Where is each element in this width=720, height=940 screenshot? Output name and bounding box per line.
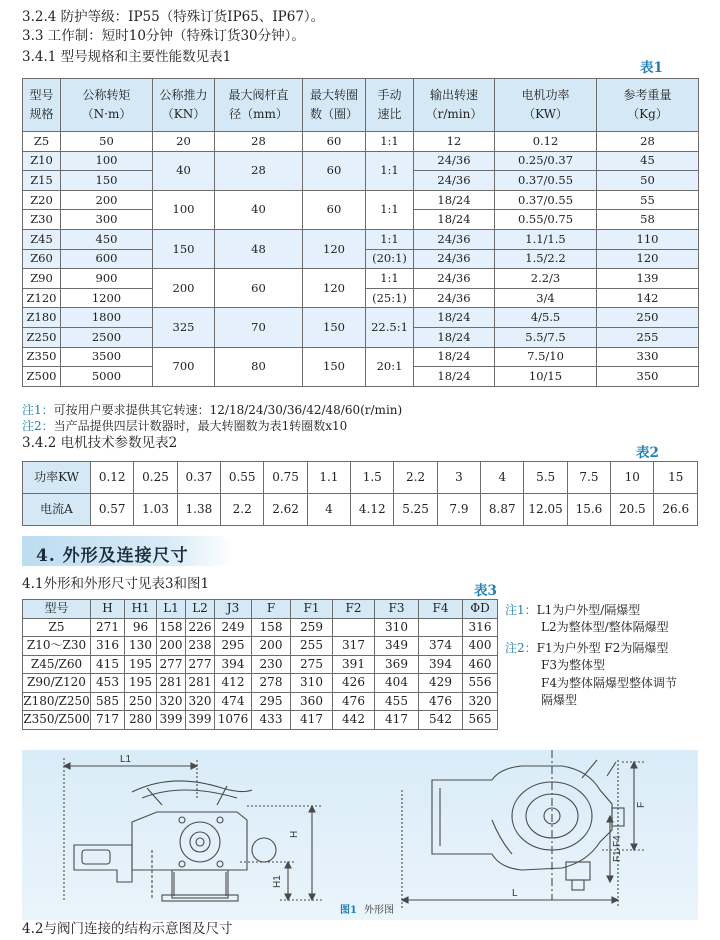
current-value: 26.6 [654,494,698,526]
table1-header-4 [303,79,366,132]
table3-note-1b: L2为整体型/整体隔爆型 [541,620,669,634]
table1-cell-power: 2.2/3 [495,269,597,289]
current-value: 4.12 [351,494,394,526]
table1-cell-ratio: 1:1 [366,132,414,152]
table1-cell-torque: 200 [61,190,153,210]
table1-cell-power: 5.5/7.5 [495,327,597,347]
header-line: （N·m） [81,107,132,121]
table1-cell-stem: 60 [215,269,303,308]
header-line: （r/min） [425,107,483,121]
table1-cell-power: 10/15 [495,367,597,387]
table1-header-0 [23,79,61,132]
table3-cell: 249 [215,618,252,637]
table3-cell: 250 [125,692,157,711]
current-value: 1.03 [134,494,177,526]
table3-cell: 278 [252,674,291,693]
note-text: F1为户外型 F2为隔爆型 [536,641,669,655]
current-value: 2.62 [264,494,307,526]
table1-cell-model: Z350 [23,347,61,367]
note-text: L1为户外型/隔爆型 [536,603,641,617]
table1-cell-weight: 58 [597,210,699,230]
table3-cell: 158 [252,618,291,637]
power-value: 15 [654,462,698,494]
header-line: （KN） [161,107,206,121]
current-value: 8.87 [481,494,524,526]
table1-cell-torque: 1200 [61,288,153,308]
table1-cell-torque: 3500 [61,347,153,367]
table1-cell-stem: 28 [215,151,303,190]
current-value: 1.38 [177,494,220,526]
header-line: 最大阀杆直 [228,88,289,102]
table3-note-2c: F4为整体隔爆型整体调节 [541,676,677,690]
table1-cell-weight: 255 [597,327,699,347]
table1-cell-speed: 24/36 [414,151,495,171]
table1-label: 表1 [640,60,663,76]
note-key: 注2： [505,641,537,655]
table3-note-2b: F3为整体型 [541,658,605,672]
table1-cell-model: Z45 [23,229,61,249]
table3-cell: 417 [375,711,419,730]
table1-cell-thrust: 200 [153,269,215,308]
table3-cell: 277 [157,655,186,674]
table1-note-2 [22,418,347,434]
current-value: 0.57 [91,494,134,526]
table1-cell-turns: 60 [303,132,366,152]
table3-cell: Z350/Z500 [23,711,91,730]
table1-cell-ratio: 20:1 [366,347,414,386]
table1-cell-model: Z30 [23,210,61,230]
table3-cell: 280 [125,711,157,730]
table3-cell: 442 [333,711,375,730]
table1-cell-model: Z500 [23,367,61,387]
spec-table-1 [22,78,699,387]
table3-cell: Z10～Z30 [23,637,91,656]
table1-cell-weight: 139 [597,269,699,289]
table1-cell-stem: 48 [215,229,303,268]
power-value: 0.12 [91,462,134,494]
header-line: 型号 [29,88,54,102]
note-key: 注2： [22,419,54,433]
header-line: 电机功率 [521,88,570,102]
header-line: 手动 [377,88,402,102]
current-value: 15.6 [567,494,610,526]
table1-cell-weight: 110 [597,229,699,249]
power-value: 0.75 [264,462,307,494]
table3-header-9: F3 [375,600,419,619]
table3-row [23,674,498,693]
table3-header-2: H1 [125,600,157,619]
table1-cell-speed: 24/36 [414,229,495,249]
header-line: 数（圈） [309,107,358,121]
section-4-2-line: 4.2与阀门连接的结构示意图及尺寸 [22,921,233,937]
table1-cell-weight: 350 [597,367,699,387]
power-value: 0.37 [177,462,220,494]
table3-cell: 433 [252,711,291,730]
table3-cell: 158 [157,618,186,637]
table3-row [23,637,498,656]
table1-cell-weight: 330 [597,347,699,367]
table3-cell: 585 [91,692,125,711]
table3-cell: 717 [91,711,125,730]
table3-cell: 476 [419,692,463,711]
table1-cell-speed: 18/24 [414,347,495,367]
header-line: （KW） [523,107,568,121]
figure-1-outline-drawing [22,750,698,920]
spec-table2-ref: 3.4.2 电机技术参数见表2 [22,435,178,451]
table3-cell: 316 [463,618,498,637]
table3-row [23,711,498,730]
table1-header-2 [153,79,215,132]
table3-cell: 230 [252,655,291,674]
note-key: 注1： [505,603,537,617]
spec-protection-line: 3.2.4 防护等级：IP55（特殊订货IP65、IP67）。 [22,9,325,25]
table1-cell-torque: 600 [61,249,153,269]
table1-cell-torque: 900 [61,269,153,289]
table1-cell-thrust: 100 [153,190,215,229]
note-key: 注1： [22,403,54,417]
table3-cell: 426 [333,674,375,693]
table3-cell: 542 [419,711,463,730]
table1-cell-weight: 45 [597,151,699,171]
table3-cell: 295 [215,637,252,656]
table3-cell: 417 [291,711,333,730]
current-value: 5.25 [394,494,437,526]
current-value: 2.2 [221,494,264,526]
table1-header-6 [414,79,495,132]
table3-cell: 255 [291,637,333,656]
table3-cell: 460 [463,655,498,674]
table3-cell: 317 [333,637,375,656]
table1-cell-ratio: 1:1 [366,229,414,249]
motor-table-2 [22,461,698,526]
table1-header-1 [61,79,153,132]
table1-cell-stem: 80 [215,347,303,386]
table1-cell-weight: 250 [597,308,699,328]
table3-cell: 271 [91,618,125,637]
power-value: 3 [437,462,480,494]
table1-cell-model: Z15 [23,171,61,191]
table3-row [23,655,498,674]
table3-cell: 320 [157,692,186,711]
table1-cell-ratio: 1:1 [366,269,414,289]
table3-cell: 415 [91,655,125,674]
table1-cell-model: Z250 [23,327,61,347]
table1-cell-speed: 12 [414,132,495,152]
table1-cell-ratio: 1:1 [366,190,414,229]
table3-cell: 360 [291,692,333,711]
table1-cell-ratio: 1:1 [366,151,414,190]
dim-label-H: H [289,830,300,838]
table1-cell-power: 0.55/0.75 [495,210,597,230]
table3-header-5: J3 [215,600,252,619]
table3-cell: 394 [215,655,252,674]
table1-cell-torque: 2500 [61,327,153,347]
table1-cell-weight: 142 [597,288,699,308]
table1-cell-weight: 28 [597,132,699,152]
table1-cell-speed: 18/24 [414,327,495,347]
table1-cell-weight: 120 [597,249,699,269]
table3-header-7: F1 [291,600,333,619]
table1-cell-speed: 18/24 [414,190,495,210]
table3-cell: 195 [125,655,157,674]
table1-cell-thrust: 150 [153,229,215,268]
figure-caption-text: 外形图 [364,905,394,916]
table3-cell: 474 [215,692,252,711]
table1-row [23,151,699,171]
header-line: 径（mm） [229,107,288,121]
table3-cell: 399 [186,711,215,730]
power-value: 1.5 [351,462,394,494]
table3-header-4: L2 [186,600,215,619]
table3-cell: 281 [186,674,215,693]
table1-cell-stem: 70 [215,308,303,347]
table3-cell: 310 [291,674,333,693]
table3-cell: 226 [186,618,215,637]
table3-header-10: F4 [419,600,463,619]
section-4-heading [22,536,234,566]
table3-cell: 310 [375,618,419,637]
table1-cell-thrust: 325 [153,308,215,347]
section-4-title: 4. 外形及连接尺寸 [36,546,189,566]
table1-cell-ratio: 22.5:1 [366,308,414,347]
table1-row [23,132,699,152]
table1-cell-torque: 300 [61,210,153,230]
table3-cell: 275 [291,655,333,674]
table1-cell-model: Z90 [23,269,61,289]
table3-note-2d: 隔爆型 [541,693,578,707]
actuator-outline-svg [22,750,698,920]
table1-header-3 [215,79,303,132]
table1-cell-power: 0.12 [495,132,597,152]
header-line: 参考重量 [623,88,672,102]
table1-cell-power: 3/4 [495,288,597,308]
current-value: 12.05 [524,494,567,526]
table3-header-row [23,600,498,619]
header-line: 输出转速 [429,88,478,102]
table1-cell-power: 0.25/0.37 [495,151,597,171]
table3-cell: 476 [333,692,375,711]
spec-table1-ref: 3.4.1 型号规格和主要性能数见表1 [22,49,232,65]
table1-cell-model: Z10 [23,151,61,171]
table1-cell-ratio: (20:1) [366,249,414,269]
dimension-table-3 [22,599,498,730]
table3-cell: 556 [463,674,498,693]
table1-cell-model: Z120 [23,288,61,308]
table3-cell: 195 [125,674,157,693]
table3-header-1: H [91,600,125,619]
table1-cell-turns: 60 [303,151,366,190]
table3-cell: 399 [157,711,186,730]
table3-label: 表3 [474,583,497,599]
note-text: 可按用户要求提供其它转速：12/18/24/30/36/42/48/60(r/min) [53,403,403,417]
header-line: 公称转矩 [82,88,131,102]
table1-cell-power: 1.1/1.5 [495,229,597,249]
table3-cell: Z5 [23,618,91,637]
section-4-1-line: 4.1外形和外形尺寸见表3和图1 [22,576,210,592]
table1-cell-turns: 120 [303,269,366,308]
current-value: 4 [307,494,350,526]
table1-cell-torque: 100 [61,151,153,171]
table3-cell [333,618,375,637]
header-line: 最大转圈 [309,88,358,102]
table3-cell: 400 [463,637,498,656]
table3-cell: Z180/Z250 [23,692,91,711]
table3-cell: 404 [375,674,419,693]
table3-header-11: ΦD [463,600,498,619]
table1-cell-weight: 50 [597,171,699,191]
table1-note-1 [22,402,402,418]
table1-row [23,308,699,328]
table1-header-7 [495,79,597,132]
table1-cell-model: Z5 [23,132,61,152]
table3-cell: 277 [186,655,215,674]
table1-cell-torque: 150 [61,171,153,191]
table1-cell-turns: 150 [303,347,366,386]
table1-cell-model: Z180 [23,308,61,328]
table3-cell: 316 [91,637,125,656]
current-value: 20.5 [611,494,654,526]
table3-header-0: 型号 [23,600,91,619]
table1-cell-ratio: (25:1) [366,288,414,308]
table1-cell-stem: 40 [215,190,303,229]
table1-row [23,229,699,249]
table1-header-5 [366,79,414,132]
table3-cell: 281 [157,674,186,693]
table1-cell-thrust: 20 [153,132,215,152]
table1-cell-thrust: 40 [153,151,215,190]
table1-cell-power: 0.37/0.55 [495,190,597,210]
table3-cell: 200 [252,637,291,656]
table1-cell-turns: 120 [303,229,366,268]
table1-cell-power: 7.5/10 [495,347,597,367]
table1-row [23,347,699,367]
table1-row [23,269,699,289]
table3-cell: 130 [125,637,157,656]
header-line: 速比 [377,107,402,121]
table1-cell-thrust: 700 [153,347,215,386]
current-value: 7.9 [437,494,480,526]
table1-cell-torque: 450 [61,229,153,249]
power-value: 2.2 [394,462,437,494]
table2-label: 表2 [636,445,659,461]
table1-row [23,190,699,210]
table1-cell-speed: 24/36 [414,288,495,308]
power-value: 0.55 [221,462,264,494]
table1-cell-power: 0.37/0.55 [495,171,597,191]
table3-cell: 349 [375,637,419,656]
power-value: 10 [611,462,654,494]
table3-row [23,618,498,637]
table3-cell: 391 [333,655,375,674]
table1-cell-model: Z60 [23,249,61,269]
table1-cell-turns: 60 [303,190,366,229]
figure-caption-number: 图1 [340,905,357,916]
power-value: 0.25 [134,462,177,494]
table3-header-6: F [252,600,291,619]
dim-label-F1-F4: F1-F4 [612,835,623,862]
dim-label-L1: L1 [120,754,132,765]
table3-cell: 1076 [215,711,252,730]
table3-cell [419,618,463,637]
table3-cell: 455 [375,692,419,711]
table1-cell-power: 4/5.5 [495,308,597,328]
dim-label-L: L [512,888,518,899]
table1-cell-torque: 1800 [61,308,153,328]
table3-cell: 412 [215,674,252,693]
table1-cell-speed: 18/24 [414,367,495,387]
table3-cell: 96 [125,618,157,637]
table3-cell: 320 [463,692,498,711]
dim-label-F: F [636,801,647,808]
table1-cell-power: 1.5/2.2 [495,249,597,269]
table3-cell: 429 [419,674,463,693]
table3-cell: 320 [186,692,215,711]
table3-cell: 394 [419,655,463,674]
table3-cell: Z90/Z120 [23,674,91,693]
table3-row [23,692,498,711]
table1-cell-weight: 55 [597,190,699,210]
header-line: 规格 [29,107,54,121]
table1-cell-stem: 28 [215,132,303,152]
power-value: 4 [481,462,524,494]
power-value: 7.5 [567,462,610,494]
note-text: 当产品提供四层计数器时，最大转圈数为表1转圈数x10 [53,419,348,433]
header-line: （Kg） [627,107,668,121]
power-row-label: 功率KW [23,462,91,494]
table1-header-8 [597,79,699,132]
table1-cell-torque: 5000 [61,367,153,387]
dim-label-H1: H1 [272,875,283,888]
power-value: 1.1 [307,462,350,494]
table3-cell: 453 [91,674,125,693]
table3-note-2 [505,640,668,656]
table3-cell: 238 [186,637,215,656]
table3-header-3: L1 [157,600,186,619]
table1-cell-speed: 18/24 [414,308,495,328]
current-row-label: 电流A [23,494,91,526]
table1-cell-speed: 24/36 [414,249,495,269]
power-value: 5.5 [524,462,567,494]
table3-header-8: F2 [333,600,375,619]
spec-duty-line: 3.3 工作制：短时10分钟（特殊订货30分钟）。 [22,28,305,44]
header-line: 公称推力 [159,88,208,102]
table1-cell-speed: 18/24 [414,210,495,230]
table1-cell-torque: 50 [61,132,153,152]
table1-cell-speed: 24/36 [414,171,495,191]
table1-cell-turns: 150 [303,308,366,347]
table3-cell: 200 [157,637,186,656]
table3-cell: 259 [291,618,333,637]
table3-cell: 374 [419,637,463,656]
table3-note-1 [505,602,640,618]
table3-cell: Z45/Z60 [23,655,91,674]
table1-cell-model: Z20 [23,190,61,210]
table3-cell: 565 [463,711,498,730]
table1-cell-speed: 24/36 [414,269,495,289]
table3-cell: 369 [375,655,419,674]
table3-cell: 295 [252,692,291,711]
